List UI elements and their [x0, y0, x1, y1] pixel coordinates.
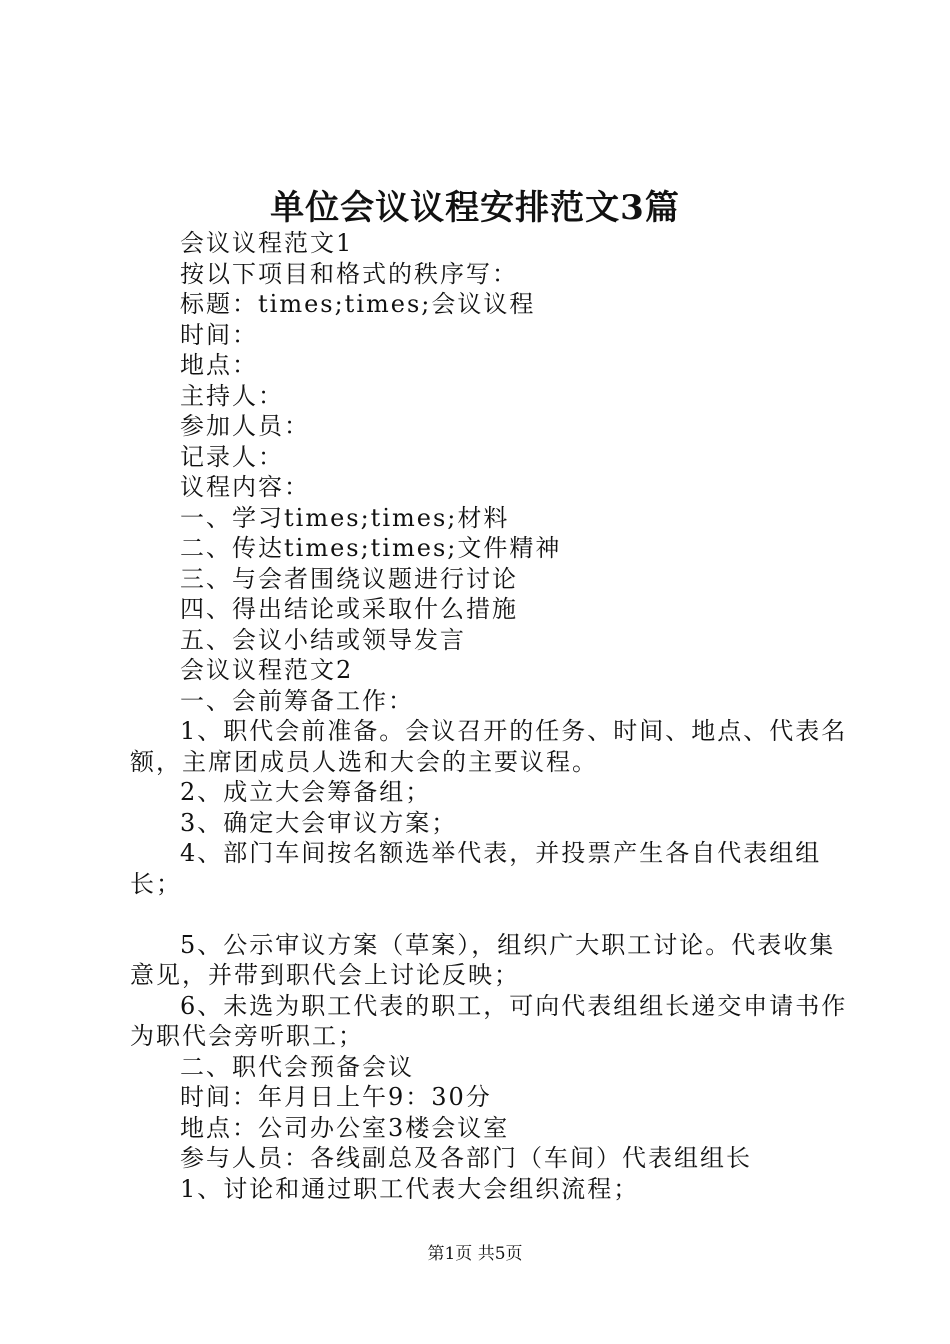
paragraph: 参加人员： [180, 412, 310, 440]
paragraph: 按以下项目和格式的秩序写： [180, 259, 518, 288]
paragraph: 一、会前筹备工作： [180, 686, 414, 715]
paragraph: 议程内容： [180, 473, 310, 501]
paragraph: 时间： [180, 320, 258, 349]
paragraph: 五、会议小结或领导发言 [180, 625, 466, 654]
paragraph: 四、得出结论或采取什么措施 [180, 595, 518, 623]
paragraph: 5、公示审议方案（草案），组织广大职工讨论。代表收集意见，并带到职代会上讨论反映； [130, 930, 836, 989]
document-title: 单位会议议程安排范文3篇 [270, 188, 680, 228]
paragraph: 4、部门车间按名额选举代表，并投票产生各自代表组组长； [130, 839, 822, 898]
paragraph: 3、确定大会审议方案； [180, 808, 458, 837]
paragraph: 主持人： [180, 381, 284, 410]
paragraph: 标题：times;times;会议议程 [180, 290, 536, 318]
paragraph: 二、传达times;times;文件精神 [180, 534, 562, 562]
paragraph: 三、与会者围绕议题进行讨论 [180, 564, 518, 593]
paragraph: 一、学习times;times;材料 [180, 503, 510, 532]
paragraph: 二、职代会预备会议 [180, 1052, 414, 1081]
paragraph: 地点：公司办公室3楼会议室 [180, 1113, 510, 1142]
document-body [130, 228, 850, 1204]
paragraph: 会议议程范文1 [180, 229, 354, 257]
paragraph: 记录人： [180, 442, 284, 471]
paragraph: 2、成立大会筹备组； [180, 778, 432, 806]
paragraph: 参与人员：各线副总及各部门（车间）代表组组长 [180, 1144, 752, 1172]
paragraph: 6、未选为职工代表的职工，可向代表组组长递交申请书作为职代会旁听职工； [130, 991, 848, 1050]
page-footer: 第1页 共5页 [427, 1244, 523, 1264]
paragraph: 时间：年月日上午9：30分 [180, 1083, 492, 1111]
paragraph: 会议议程范文2 [180, 656, 354, 684]
blank-line [130, 899, 850, 930]
paragraph: 1、讨论和通过职工代表大会组织流程； [180, 1174, 640, 1203]
paragraph: 地点： [180, 351, 258, 379]
paragraph: 1、职代会前准备。会议召开的任务、时间、地点、代表名额，主席团成员人选和大会的主要议程。 [130, 717, 848, 776]
